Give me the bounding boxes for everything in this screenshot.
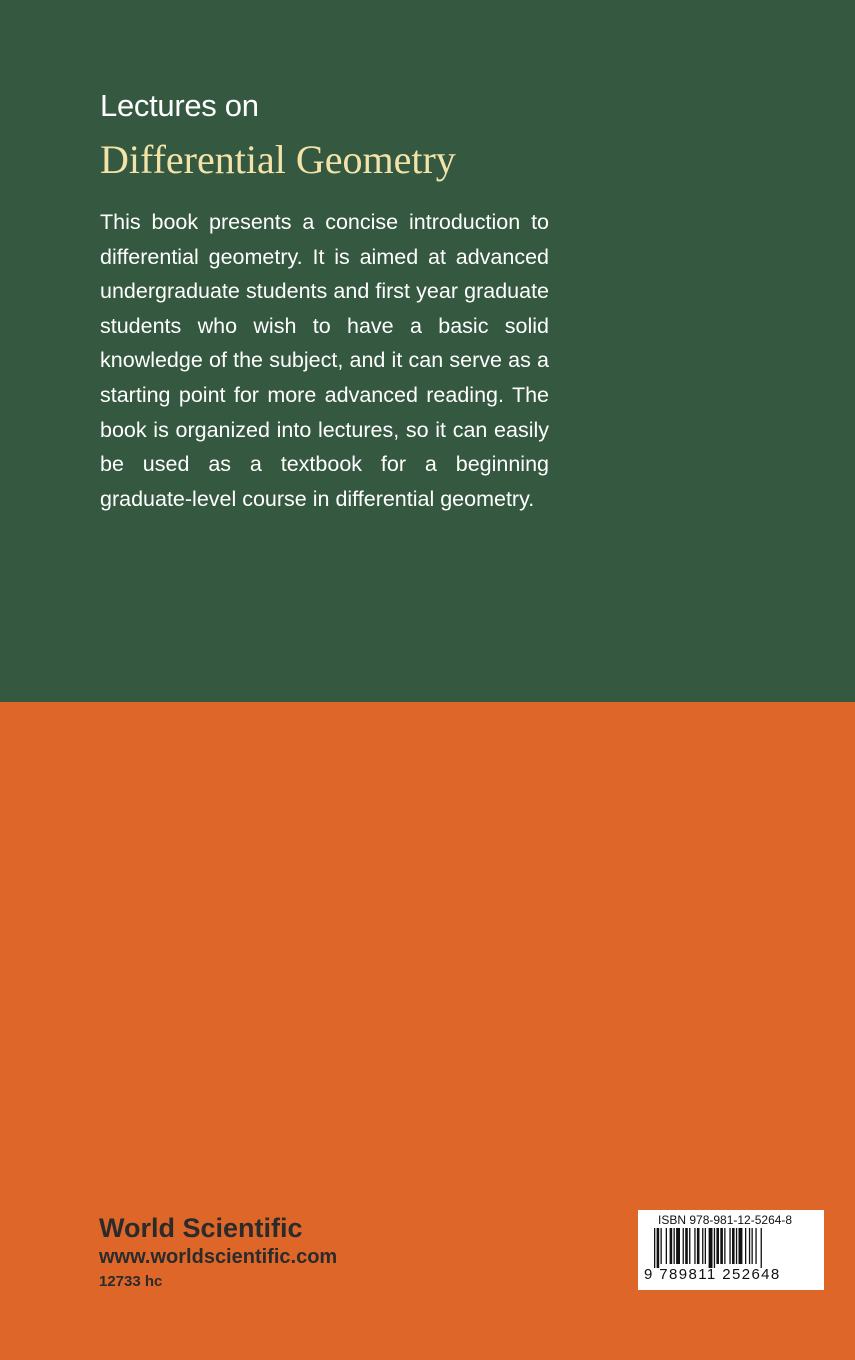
barcode-box [638, 1210, 824, 1290]
publisher-name: World Scientific [99, 1213, 303, 1243]
barcode-digits: 9 789811 252648 [644, 1266, 781, 1283]
catalog-code: 12733 hc [99, 1273, 163, 1290]
barcode-icon [654, 1228, 814, 1268]
isbn-label: ISBN 978-981-12-5264-8 [658, 1213, 793, 1227]
book-title: Differential Geometry [100, 137, 456, 182]
book-subtitle: Lectures on [100, 88, 259, 123]
publisher-url: www.worldscientific.com [99, 1246, 338, 1268]
book-blurb: This book presents a concise introduction to differential geometry. It is aimed at advanced undergraduate students and first year graduate students who wish to have a basic solid knowledge of the subject, and it can serve as a starting point for more advanced reading. The book is organized into lectures, so it can easily be used as a textbook for a beginning graduate-level course in differential geometry. [100, 210, 549, 511]
publisher-block [99, 1211, 337, 1295]
